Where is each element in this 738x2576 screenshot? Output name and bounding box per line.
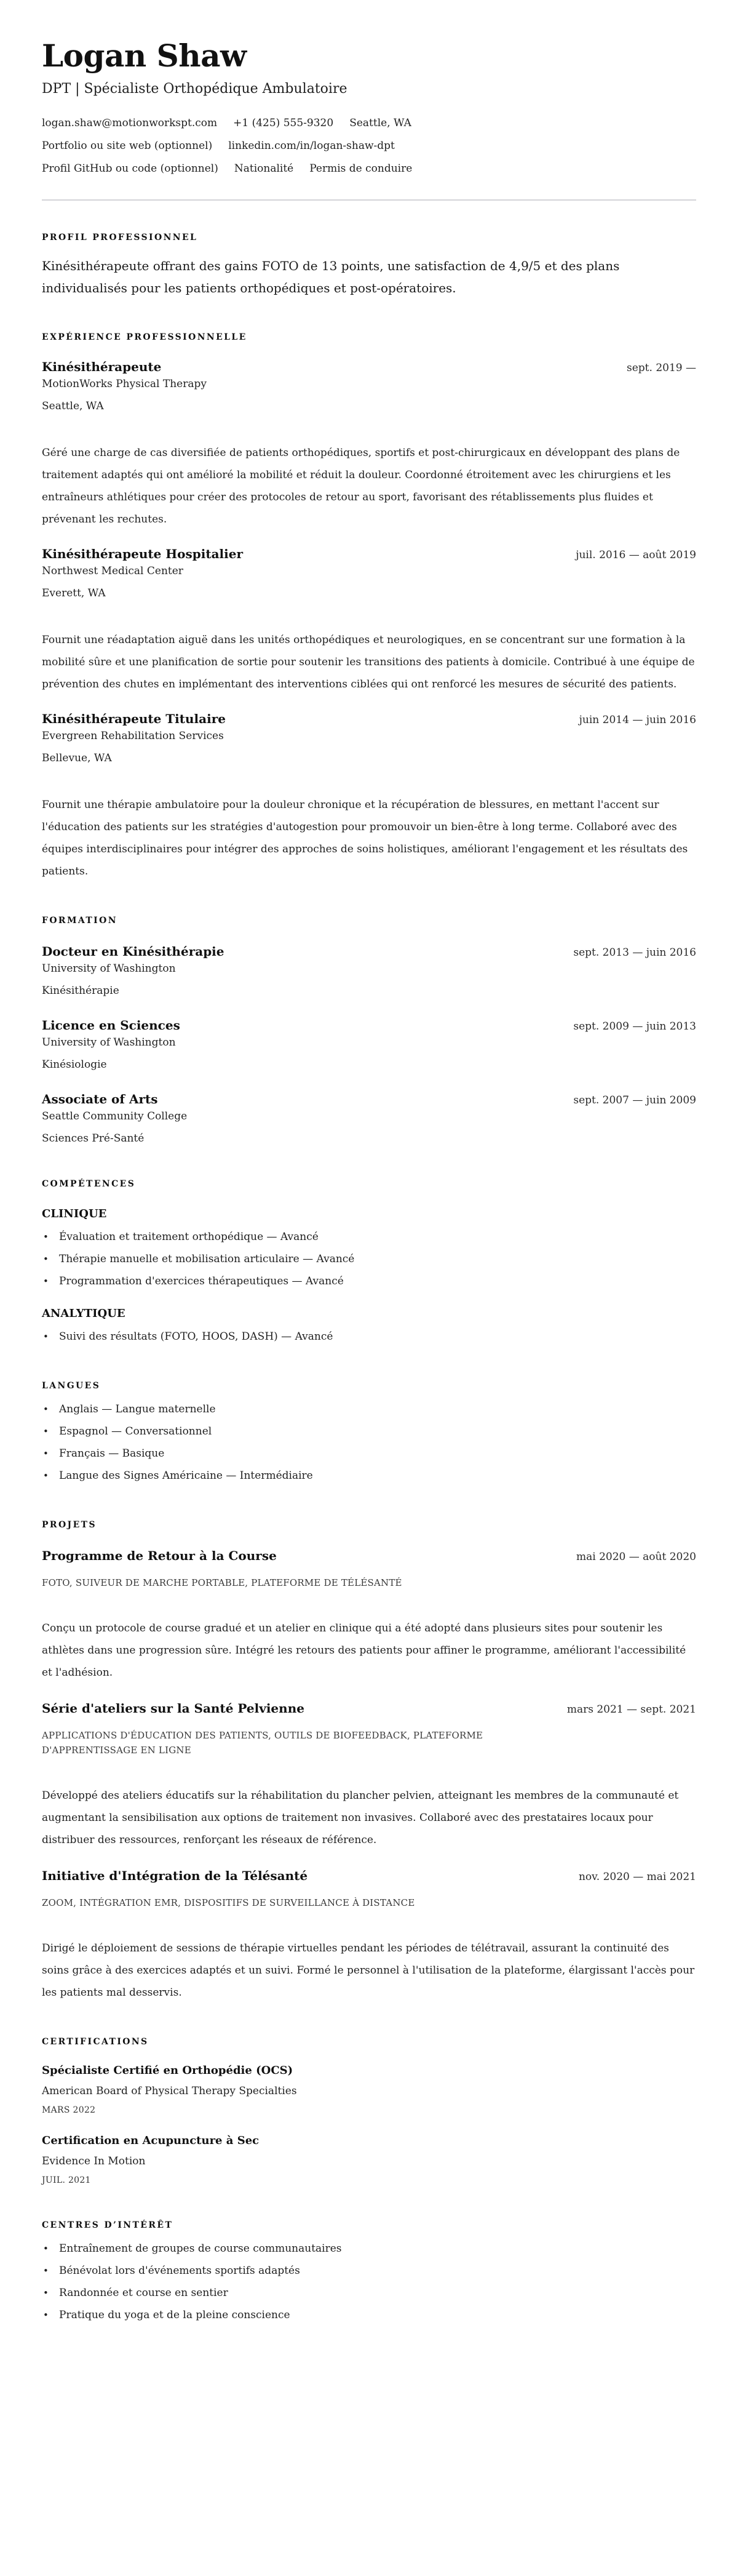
language-list bbox=[42, 1398, 696, 1487]
section-title-certifications: CERTIFICATIONS bbox=[42, 2037, 149, 2047]
skills-section bbox=[42, 1178, 696, 1348]
contact-linkedin[interactable]: linkedin.com/in/logan-shaw-dpt bbox=[228, 140, 395, 152]
job-dates: sept. 2019 — bbox=[627, 362, 696, 374]
contact-row-3 bbox=[42, 161, 696, 176]
job-description: Fournit une réadaptation aiguë dans les unités orthopédiques et neurologiques, en se concentrant sur une formation à la mobilité sûre et une planification de sortie pour soutenir les transitions des patients à domicile. Contribué à une équipe de prévention des chutes en implémentant des interventions ciblées qui ont renforcé les mesures de sécurité des patients. bbox=[42, 634, 695, 690]
project-dates: nov. 2020 — mai 2021 bbox=[578, 1871, 696, 1883]
study-field: Kinésithérapie bbox=[42, 985, 119, 997]
education-item bbox=[42, 1017, 696, 1072]
contact-row-1 bbox=[42, 116, 696, 130]
contact-location: Seattle, WA bbox=[349, 117, 411, 129]
skill-group-title: ANALYTIQUE bbox=[42, 1307, 125, 1320]
job-company: Evergreen Rehabilitation Services bbox=[42, 730, 224, 742]
header-divider bbox=[42, 199, 696, 201]
experience-item bbox=[42, 358, 696, 530]
project-item bbox=[42, 1867, 696, 2004]
project-technologies: FOTO, SUIVEUR DE MARCHE PORTABLE, PLATEFORME DE TÉLÉSANTÉ bbox=[42, 1577, 402, 1588]
job-location: Seattle, WA bbox=[42, 400, 104, 412]
contact-github[interactable]: Profil GitHub ou code (optionnel) bbox=[42, 162, 218, 175]
projects-section bbox=[42, 1519, 696, 2004]
language-item: • Langue des Signes Américaine — Intermédiaire bbox=[42, 1465, 696, 1487]
education-section bbox=[42, 914, 696, 1146]
resume-header bbox=[42, 38, 696, 201]
certification-name: Spécialiste Certifié en Orthopédie (OCS) bbox=[42, 2064, 293, 2077]
education-item bbox=[42, 1090, 696, 1146]
degree-title: Docteur en Kinésithérapie bbox=[42, 944, 224, 959]
project-item bbox=[42, 1700, 696, 1851]
project-name: Initiative d'Intégration de la Télésanté bbox=[42, 1868, 308, 1883]
certifications-section bbox=[42, 2036, 696, 2187]
degree-dates: sept. 2013 — juin 2016 bbox=[573, 946, 696, 959]
job-location: Bellevue, WA bbox=[42, 752, 112, 764]
project-description: Conçu un protocole de course gradué et un atelier en clinique qui a été adopté dans plusieurs sites pour soutenir les athlètes dans une progression sûre. Intégré les retours des patients pour affiner le programme, améliorant l'accessibilité et l'adhésion. bbox=[42, 1622, 686, 1679]
certification-item bbox=[42, 2063, 696, 2117]
skill-list bbox=[42, 1226, 696, 1292]
contact-nationality: Nationalité bbox=[234, 162, 294, 175]
interests-section bbox=[42, 2219, 696, 2326]
school-name: University of Washington bbox=[42, 1036, 176, 1049]
project-description: Développé des ateliers éducatifs sur la réhabilitation du plancher pelvien, atteignant les membres de la communauté et augmentant la sensibilisation aux options de traitement non invasives. Collaboré avec des prestataires locaux pour distribuer des ressources, renforçant les réseaux de référence. bbox=[42, 1790, 679, 1846]
certification-issuer: Evidence In Motion bbox=[42, 2155, 146, 2167]
project-item bbox=[42, 1547, 696, 1684]
section-title-languages: LANGUES bbox=[42, 1381, 101, 1391]
section-title-projects: PROJETS bbox=[42, 1520, 97, 1530]
interest-list bbox=[42, 2238, 696, 2326]
skill-list bbox=[42, 1326, 696, 1348]
project-dates: mars 2021 — sept. 2021 bbox=[566, 1703, 696, 1716]
skill-item: • Thérapie manuelle et mobilisation articulaire — Avancé bbox=[42, 1248, 696, 1270]
skill-group-title: CLINIQUE bbox=[42, 1207, 107, 1220]
certification-date: JUIL. 2021 bbox=[42, 2175, 91, 2185]
certification-date: MARS 2022 bbox=[42, 2105, 96, 2115]
experience-section bbox=[42, 331, 696, 882]
job-company: MotionWorks Physical Therapy bbox=[42, 378, 207, 390]
interest-item: • Bénévolat lors d'événements sportifs adaptés bbox=[42, 2260, 696, 2282]
language-item: • Anglais — Langue maternelle bbox=[42, 1398, 696, 1420]
skill-item: • Évaluation et traitement orthopédique — Avancé bbox=[42, 1226, 696, 1248]
section-title-profile: PROFIL PROFESSIONNEL bbox=[42, 233, 198, 242]
school-name: Seattle Community College bbox=[42, 1110, 188, 1122]
job-location: Everett, WA bbox=[42, 587, 106, 599]
contact-email[interactable]: logan.shaw@motionworkspt.com bbox=[42, 117, 218, 129]
project-description: Dirigé le déploiement de sessions de thérapie virtuelles pendant les périodes de télétravail, assurant la continuité des soins grâce à des exercices adaptés et un suivi. Formé le personnel à l'utilisation de la plateforme, élargissant l'accès pour les patients mal desservis. bbox=[42, 1942, 695, 1999]
certification-name: Certification en Acupuncture à Sec bbox=[42, 2134, 260, 2147]
job-description: Géré une charge de cas diversifiée de patients orthopédiques, sportifs et post-chirurgicaux en développant des plans de traitement adaptés qui ont amélioré la mobilité et réduit la douleur. Coordonné étroitement avec les chirurgiens et les entraîneurs athlétiques pour créer des protocoles de retour au sport, favorisant des rétablissements plus fluides et prévenant les rechutes. bbox=[42, 447, 680, 526]
job-title: Kinésithérapeute bbox=[42, 359, 162, 374]
experience-item bbox=[42, 710, 696, 882]
degree-dates: sept. 2007 — juin 2009 bbox=[573, 1094, 696, 1106]
profile-section bbox=[42, 231, 696, 299]
language-item: • Français — Basique bbox=[42, 1442, 696, 1465]
contact-driving-license: Permis de conduire bbox=[309, 162, 413, 175]
job-company: Northwest Medical Center bbox=[42, 565, 183, 577]
degree-dates: sept. 2009 — juin 2013 bbox=[573, 1020, 696, 1033]
certification-issuer: American Board of Physical Therapy Specialties bbox=[42, 2085, 297, 2097]
contact-phone[interactable]: +1 (425) 555-9320 bbox=[233, 117, 334, 129]
project-technologies: APPLICATIONS D'ÉDUCATION DES PATIENTS, OUTILS DE BIOFEEDBACK, PLATEFORME D'APPRENTISSAGE EN LIGNE bbox=[42, 1730, 483, 1756]
degree-title: Associate of Arts bbox=[42, 1092, 158, 1106]
school-name: University of Washington bbox=[42, 962, 176, 975]
job-description: Fournit une thérapie ambulatoire pour la douleur chronique et la récupération de blessures, en mettant l'accent sur l'éducation des patients sur les stratégies d'autogestion pour promouvoir un bien-être à long terme. Collaboré avec des équipes interdisciplinaires pour intégrer des approches de soins holistiques, améliorant l'engagement et les résultats des patients. bbox=[42, 799, 688, 878]
project-name: Série d'ateliers sur la Santé Pelvienne bbox=[42, 1701, 304, 1716]
experience-item bbox=[42, 545, 696, 695]
certification-item bbox=[42, 2133, 696, 2187]
project-name: Programme de Retour à la Course bbox=[42, 1548, 277, 1563]
project-dates: mai 2020 — août 2020 bbox=[576, 1551, 696, 1563]
interest-item: • Entraînement de groupes de course communautaires bbox=[42, 2238, 696, 2260]
candidate-name: Logan Shaw bbox=[42, 38, 247, 74]
degree-title: Licence en Sciences bbox=[42, 1018, 180, 1033]
language-item: • Espagnol — Conversationnel bbox=[42, 1420, 696, 1442]
interest-item: • Pratique du yoga et de la pleine conscience bbox=[42, 2304, 696, 2326]
languages-section bbox=[42, 1380, 696, 1487]
project-technologies: ZOOM, INTÉGRATION EMR, DISPOSITIFS DE SURVEILLANCE À DISTANCE bbox=[42, 1897, 415, 1908]
skill-item: • Programmation d'exercices thérapeutiques — Avancé bbox=[42, 1270, 696, 1292]
job-title: Kinésithérapeute Hospitalier bbox=[42, 546, 244, 561]
skill-item: • Suivi des résultats (FOTO, HOOS, DASH) — Avancé bbox=[42, 1326, 696, 1348]
job-dates: juil. 2016 — août 2019 bbox=[576, 549, 696, 561]
section-title-skills: COMPÉTENCES bbox=[42, 1179, 136, 1189]
section-title-interests: CENTRES D’INTÉRÊT bbox=[42, 2220, 173, 2230]
section-title-education: FORMATION bbox=[42, 916, 117, 926]
education-item bbox=[42, 943, 696, 998]
study-field: Sciences Pré-Santé bbox=[42, 1132, 145, 1145]
contact-portfolio[interactable]: Portfolio ou site web (optionnel) bbox=[42, 140, 213, 152]
interest-item: • Randonnée et course en sentier bbox=[42, 2282, 696, 2304]
profile-summary: Kinésithérapeute offrant des gains FOTO de 13 points, une satisfaction de 4,9/5 et des plans individualisés pour les patients orthopédiques et post-opératoires. bbox=[42, 258, 620, 295]
job-title: Kinésithérapeute Titulaire bbox=[42, 711, 226, 726]
job-dates: juin 2014 — juin 2016 bbox=[579, 714, 696, 726]
section-title-experience: EXPÉRIENCE PROFESSIONNELLE bbox=[42, 332, 247, 342]
study-field: Kinésiologie bbox=[42, 1058, 107, 1071]
contact-row-2 bbox=[42, 138, 696, 153]
candidate-subtitle: DPT | Spécialiste Orthopédique Ambulatoire bbox=[42, 81, 347, 97]
